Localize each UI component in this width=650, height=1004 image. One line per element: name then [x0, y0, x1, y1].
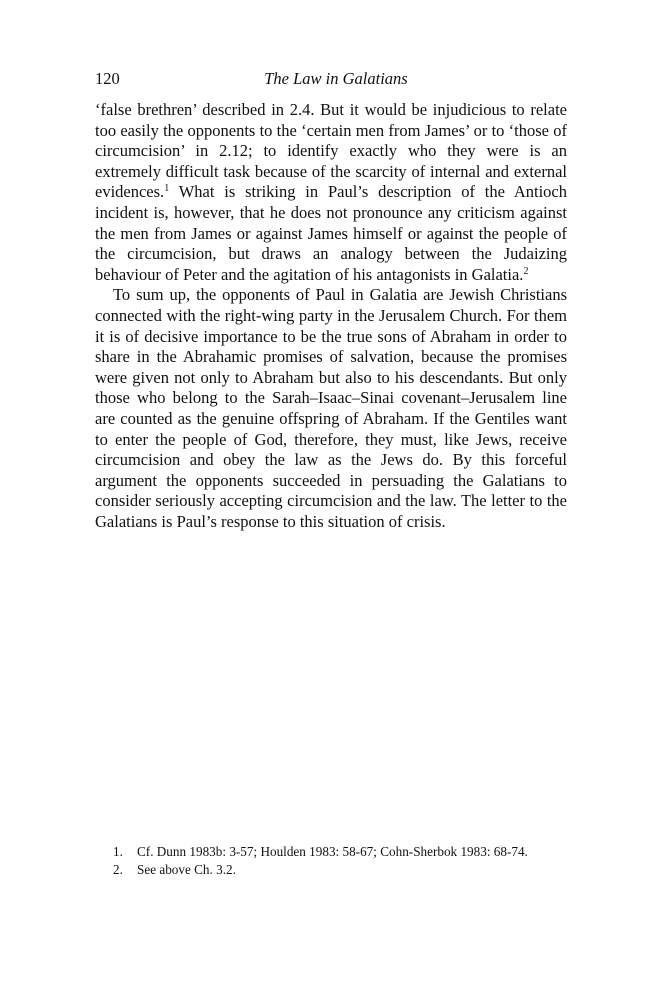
footnote-number: 1.	[113, 844, 123, 859]
running-title: The Law in Galatians	[264, 69, 408, 88]
footnotes	[113, 843, 573, 879]
paragraph-1-text-b: What is striking in Paul’s description of the Antioch incident is, however, that he does not pronounce any criticism against the men from James or against James himself or against the people of the circumcision, but draws an analogy between the Judaizing behaviour of Peter and the agitation of his antagonists in Galatia.	[95, 182, 567, 284]
paragraph-1-text-a: ‘false brethren’ described in 2.4. But it would be injudicious to relate too easily the opponents to the ‘certain men from James’ or to ‘those of circumcision’ in 2.12; to identify exactly who they were is an extremely difficult task because of the scarcity of internal and external evidences.	[95, 100, 567, 202]
footnote-1	[113, 843, 573, 861]
book-page	[95, 68, 567, 532]
body-text	[95, 100, 567, 532]
footnote-number: 2.	[113, 862, 123, 877]
footnote-ref-1[interactable]: 1	[164, 183, 170, 195]
paragraph-2: To sum up, the opponents of Paul in Galatia are Jewish Christians connected with the right-wing party in the Jerusalem Church. For them it is of decisive importance to be the true sons of Abraham in order to share in the Abrahamic promises of salvation, because the promises were given not only to Abraham but also to his descendants. But only those who belong to the Sarah–Isaac–Sinai covenant–Jerusalem line are counted as the genuine offspring of Abraham. If the Gentiles want to enter the people of God, therefore, they must, like Jews, receive circumcision and obey the law as the Jews do. By this forceful argument the opponents succeeded in persuading the Galatians to consider seriously accepting circumcision and the law. The letter to the Galatians is Paul’s response to this situation of crisis.	[95, 285, 567, 531]
page-number: 120	[95, 69, 120, 88]
footnote-text: See above Ch. 3.2.	[137, 862, 236, 877]
paragraph-1	[95, 100, 567, 285]
footnote-2	[113, 861, 573, 879]
footnote-ref-2[interactable]: 2	[523, 265, 529, 277]
footnote-text: Cf. Dunn 1983b: 3-57; Houlden 1983: 58-67; Cohn-Sherbok 1983: 68-74.	[137, 844, 528, 859]
running-head	[95, 68, 567, 90]
